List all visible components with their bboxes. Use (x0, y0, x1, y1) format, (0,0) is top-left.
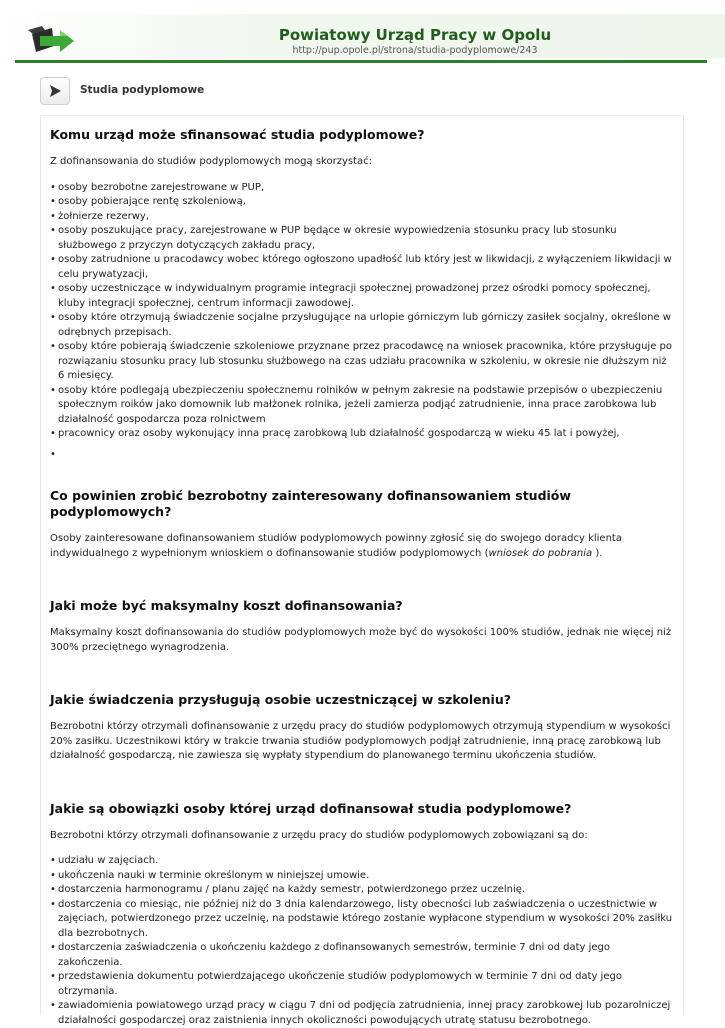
application-form-link[interactable]: wniosek do pobrania (488, 547, 593, 559)
section-paragraph: Bezrobotni którzy otrzymali dofinansowanie z urzędu pracy do studiów podyplomowych otrzymują stypendium w wysokości 20% zasiłku. Uczestnikowi który w trakcie trwania studiów podyplomowych podjął zatrudnienie, inną pracę zarobkową lub działalność gospodarczą, nie zawiesza się wypłaty stypendium do planowanego terminu ukończenia studiów. (50, 721, 671, 761)
section-heading: Jakie świadczenia przysługują osobie uczestniczącej w szkoleniu? (50, 692, 511, 707)
list-item: • osoby które otrzymują świadczenie socjalne przysługujące na urlopie górniczym lub górniczy zasiłek socjalny, określone w odrębnych przepisach. (50, 311, 675, 340)
list-item: • pracownicy oraz osoby wykonujący inna pracę zarobkową lub działalność gospodarczą w wieku 45 lat i powyżej, (50, 427, 675, 442)
list-item: • dostarczenia harmonogramu / planu zajęć na każdy semestr, potwierdzonego przez uczelnię. (50, 883, 675, 898)
page-header (0, 0, 725, 64)
list-item: • osoby bezrobotne zarejestrowane w PUP, (50, 181, 675, 196)
obligations-list (50, 854, 675, 1028)
logo-arrow-icon (26, 24, 76, 56)
site-title: Powiatowy Urząd Pracy w Opolu (278, 26, 552, 44)
play-arrow-icon (48, 84, 62, 98)
page-url: http://pup.opole.pl/strona/studia-podyplomowe/243 (292, 45, 538, 56)
article-content (40, 115, 684, 1026)
list-item: • ukończenia nauki w terminie określonym w niniejszej umowie. (50, 869, 675, 884)
breadcrumb-title: Studia podyplomowe (80, 84, 205, 96)
section-heading: Co powinien zrobić bezrobotny zainteresowany dofinansowaniem studiów podyplomowych? (50, 488, 571, 519)
list-item: • osoby uczestniczące w indywidualnym programie integracji społecznej prowadzonej przez ośrodki pomocy społecznej, kluby integracji społecznej, centrum informacji zawodowej. (50, 282, 675, 311)
list-item: • osoby zatrudnione u pracodawcy wobec którego ogłoszono upadłość lub który jest w likwidacji, z wyłączeniem likwidacji w celu prywatyzacji, (50, 253, 675, 282)
list-item: • osoby poszukujące pracy, zarejestrowane w PUP będące w okresie wypowiedzenia stosunku pracy lub stosunku służbowego z przyczyn dotyczących zakładu pracy, (50, 224, 675, 253)
list-item: • dostarczenia co miesiąc, nie później niż do 3 dnia kalendarzowego, listy obecności lub zaświadczenia o uczestnictwie w zajęciach, potwierdzonego przez uczelnię, na podstawie którego zostanie wypłacone stypendium w wysokości 20% zasiłku dla bezrobotnych. (50, 898, 675, 942)
list-item: • dostarczenia zaświadczenia o ukończeniu każdego z dofinansowanych semestrów, terminie 7 dni od daty jego zakończenia. (50, 941, 675, 970)
header-divider (15, 60, 707, 63)
list-item: • osoby które pobierają świadczenie szkoleniowe przyznane przez pracodawcę na wniosek pracownika, które przysługuje po rozwiązaniu stosunku pracy lub stosunku służbowego na czas udziału pracownika w szkoleniu, w okresie nie dłuższym niż 6 miesięcy. (50, 340, 675, 384)
list-item: • osoby pobierające rentę szkoleniową, (50, 195, 675, 210)
eligibility-list (50, 181, 675, 463)
paragraph-text-end: ). (592, 547, 603, 559)
section-heading: Jaki może być maksymalny koszt dofinansowania? (50, 598, 403, 613)
section-heading: Komu urząd może sfinansować studia podyplomowe? (50, 127, 425, 142)
section-intro: Z dofinansowania do studiów podyplomowych mogą skorzystać: (50, 156, 372, 167)
section-heading: Jakie są obowiązki osoby której urząd dofinansował studia podyplomowe? (50, 800, 572, 816)
paragraph-text: Osoby zainteresowane dofinansowaniem studiów podyplomowych powinny zgłosić się do swojego doradcy klienta indywidualnego z wypełnionym wnioskiem o dofinansowanie studiów podyplomowych ( (50, 533, 622, 559)
section-paragraph (50, 532, 675, 561)
list-item: • przedstawienia dokumentu potwierdzającego ukończenie studiów podyplomowych w terminie 7 dni od daty jego otrzymania. (50, 970, 675, 999)
list-item: • żołnierze rezerwy, (50, 210, 675, 225)
section-paragraph: Maksymalny koszt dofinansowania do studiów podyplomowych może być do wysokości 100% studiów, jednak nie więcej niż 300% przeciętnego wynagrodzenia. (50, 627, 672, 653)
breadcrumb-arrow-button[interactable] (40, 77, 70, 105)
list-item-empty (50, 448, 675, 463)
section-intro: Bezrobotni którzy otrzymali dofinansowanie z urzędu pracy do studiów podyplomowych zobowiązani są do: (50, 829, 588, 841)
list-item: • osoby które podlegają ubezpieczeniu społecznemu rolników w pełnym zakresie na podstawie przepisów o ubezpieczeniu społecznym roików jako domownik lub małżonek rolnika, jeżeli zamierza podjąć zatrudnienie, inna prace zarobkowa lub działalność gospodarcza poza rolnictwem (50, 384, 675, 428)
list-item: • zawiadomienia powiatowego urząd pracy w ciągu 7 dni od podjęcia zatrudnienia, innej pracy zarobkowej lub pozarolniczej działalności gospodarczej oraz zaistnienia innych okoliczności powodujących utratę statusu bezrobotnego. (50, 999, 675, 1028)
list-item: • udziału w zajęciach. (50, 854, 675, 869)
